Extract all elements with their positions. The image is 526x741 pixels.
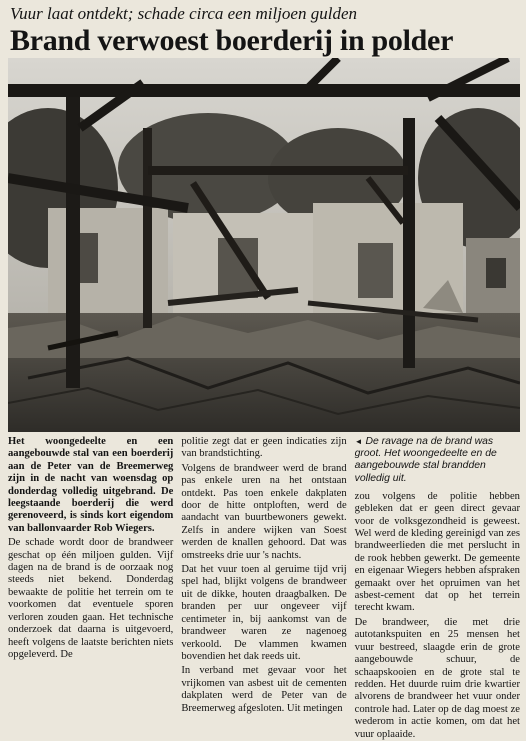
article-body: [8, 436, 520, 740]
column-1: [8, 436, 173, 668]
headline: Brand verwoest boerderij in polder: [10, 24, 454, 57]
paragraph: De brandweer, die met drie autotankspuiten en 25 mensen het vuur bestreed, slaagde erin de grote aangebouwde schuur, de schaapskooien en de grote stal te redden. Het duurde ruim drie kwartier alvorens de brandweer het vuur onder controle had. Later op de dag moest ze wederom in actie komen, om dat het vuur oplaaide.: [354, 616, 520, 740]
caption-marker-icon: ◄: [354, 437, 363, 446]
photo-caption: [355, 436, 520, 485]
paragraph: In verband met gevaar voor het vrijkomen van asbest uit de cementen dakplaten werd de Peter van de Breemerweg afgesloten. Uit metingen: [181, 665, 347, 714]
lead-paragraph: Het woongedeelte en een aangebouwde stal van een boerderij aan de Peter van de Breemerweg zijn in de nacht van woensdag op donderdag volledig uitgebrand. De leegstaande boerderij die werd gerenoveerd, is sinds kort eigendom van ballonvaarder Rob Wiegers.: [8, 436, 174, 534]
fire-damage-photo: [8, 58, 520, 432]
column-2: [181, 436, 347, 714]
column-3: [354, 436, 520, 740]
paragraph: De schade wordt door de brandweer geschat op één miljoen gulden. Vijf dagen na de brand is de oorzaak nog steeds niet bekend. Donderdag bewaakte de politie het terrein om te voorkomen dat eventuele sporen verloren zouden gaan. Het technische onderzoek dat daarna is uitgevoerd, heeft volgens de laatste berichten niets opgeleverd. De: [8, 537, 174, 660]
paragraph: zou volgens de politie hebben gebleken dat er geen direct gevaar voor de volksgezondheid is geweest. Wel werd de kleding gereinigd van zes brandweerlieden die met perslucht in de rook hebben gewerkt. De gemeente en eigenaar Wiegers hebben afspraken gemaakt over het opruimen van het asbest-cement dat op het terrein terecht kwam.: [354, 490, 520, 614]
paragraph: Dat het vuur toen al geruime tijd vrij spel had, blijkt volgens de brandweer uit de dikke, houten draagbalken. De branden per uur ongeveer vijf centimeter in, bij aankomst van de brandweer waren ze nagenoeg verkoold. De vlammen kwamen bovendien het dak reeds uit.: [181, 564, 347, 662]
kicker: Vuur laat ontdekt; schade circa een miljoen gulden: [10, 4, 357, 23]
paragraph: Volgens de brandweer werd de brand pas enkele uren na het ontstaan ontdekt. Pas toen enkele dakplaten door de hitte ontploften, werd de aandacht van buurtbewoners gewekt. Zelfs in andere wijken van Soest werden de knallen gehoord. Dat was omstreeks drie uur 's nachts.: [181, 462, 347, 561]
paragraph: politie zegt dat er geen indicaties zijn van brandstichting.: [181, 436, 347, 460]
burned-farmhouse-illustration: [8, 58, 520, 432]
caption-text: De ravage na de brand was groot. Het woongedeelte en de aangebouwde stal brandden volledig uit.: [354, 436, 497, 484]
